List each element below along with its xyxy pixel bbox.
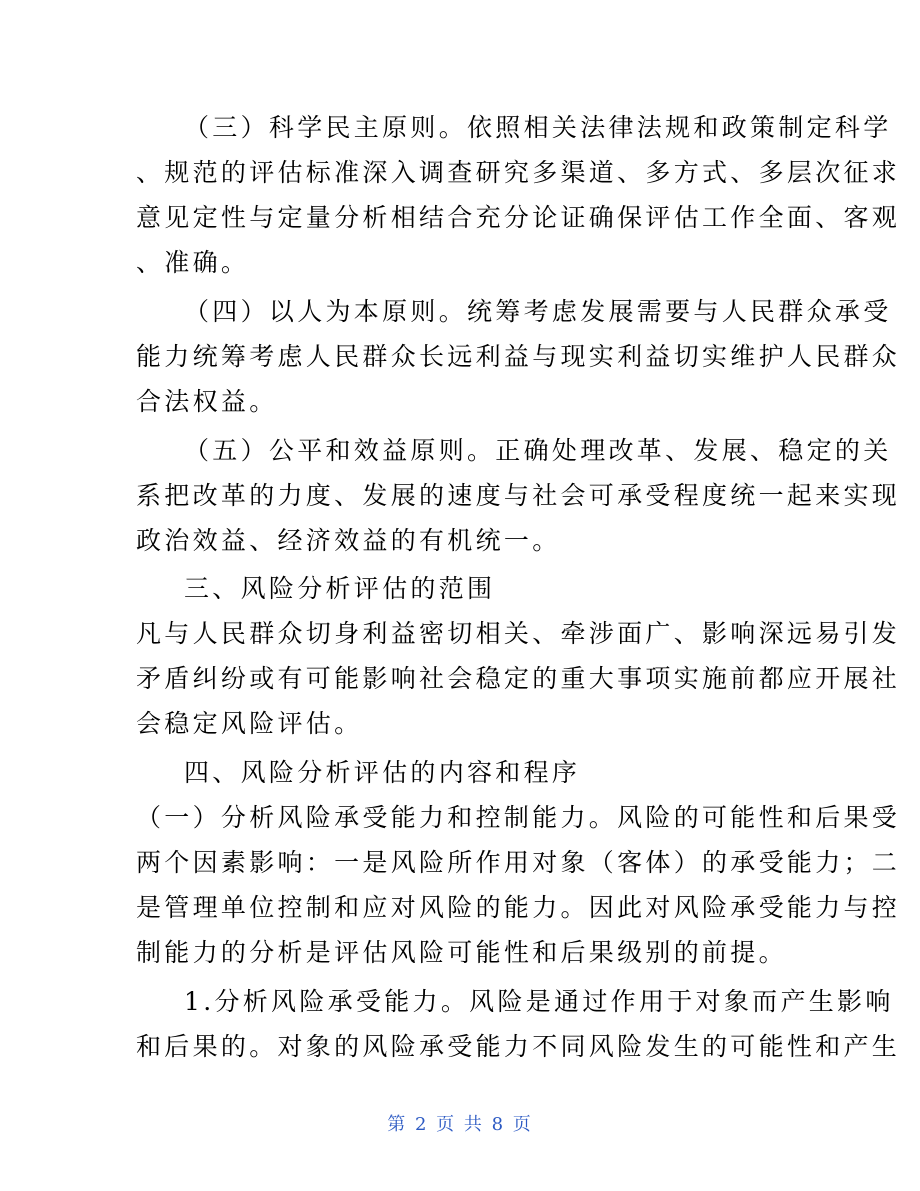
paragraph-line: （四）以人为本原则。统筹考虑发展需要与人民群众承受 <box>184 297 892 326</box>
paragraph-line: 凡与人民群众切身利益密切相关、牵涉面广、影响深远易引发 <box>136 619 901 648</box>
paragraph-line: 能力统筹考虑人民群众长远利益与现实利益切实维护人民群众 <box>136 342 901 371</box>
paragraph-line: 、规范的评估标准深入调查研究多渠道、多方式、多层次征求 <box>136 158 901 187</box>
paragraph-line: 和后果的。对象的风险承受能力不同风险发生的可能性和产生 <box>136 1032 901 1061</box>
paragraph-line: （五）公平和效益原则。正确处理改革、发展、稳定的关 <box>184 436 892 465</box>
paragraph-line: （三）科学民主原则。依照相关法律法规和政策制定科学 <box>184 113 892 142</box>
paragraph-line: 会稳定风险评估。 <box>136 709 363 738</box>
paragraph-line: 是管理单位控制和应对风险的能力。因此对风险承受能力与控 <box>136 893 901 922</box>
paragraph-line: 制能力的分析是评估风险可能性和后果级别的前提。 <box>136 938 787 967</box>
paragraph-line: 矛盾纠纷或有可能影响社会稳定的重大事项实施前都应开展社 <box>136 664 901 693</box>
page-number-footer: 第 2 页 共 8 页 <box>387 1114 533 1135</box>
paragraph-line: 合法权益。 <box>136 387 278 416</box>
paragraph-line: 、准确。 <box>136 248 250 277</box>
paragraph-line: （一）分析风险承受能力和控制能力。风险的可能性和后果受 <box>136 803 901 832</box>
paragraph-line: 两个因素影响：一是风险所作用对象（客体）的承受能力；二 <box>136 848 901 877</box>
section-heading: 三、风险分析评估的范围 <box>184 574 496 603</box>
paragraph-line: 系把改革的力度、发展的速度与社会可承受程度统一起来实现 <box>136 481 901 510</box>
paragraph-line: 意见定性与定量分析相结合充分论证确保评估工作全面、客观 <box>136 203 901 232</box>
paragraph-line: 1.分析风险承受能力。风险是通过作用于对象而产生影响 <box>184 987 894 1016</box>
section-heading: 四、风险分析评估的内容和程序 <box>184 758 581 787</box>
paragraph-line: 政治效益、经济效益的有机统一。 <box>136 526 561 555</box>
